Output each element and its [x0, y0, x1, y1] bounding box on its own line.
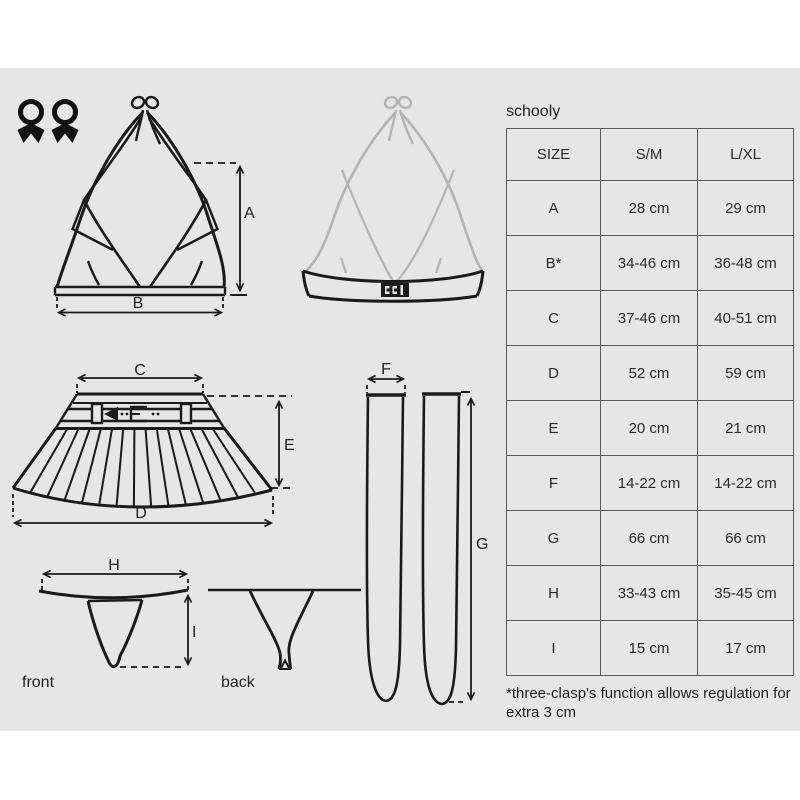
table-header-row	[507, 129, 794, 181]
table-footnote: *three-clasp's function allows regulation for extra 3 cm	[506, 685, 791, 722]
dimension-a-label: A	[244, 205, 255, 222]
bow-icon	[18, 102, 45, 144]
bra-front-diagram	[55, 95, 255, 313]
cell-lxl: 29 cm	[698, 181, 794, 236]
back-view-label: back	[221, 674, 255, 691]
cell-size: D	[507, 346, 601, 401]
stockings-diagram	[366, 361, 488, 704]
table-row	[507, 291, 794, 346]
panties-waistband	[39, 590, 188, 598]
pleats	[30, 429, 254, 506]
cell-lxl: 35-45 cm	[698, 566, 794, 621]
header-lxl: L/XL	[698, 129, 794, 181]
dimension-e-label: E	[284, 437, 295, 454]
cell-sm: 33-43 cm	[601, 566, 698, 621]
cell-lxl: 40-51 cm	[698, 291, 794, 346]
cell-lxl: 17 cm	[698, 621, 794, 676]
panties-band-edge	[88, 600, 142, 601]
bra-neckline	[84, 118, 141, 287]
cell-sm: 66 cm	[601, 511, 698, 566]
table-row	[507, 456, 794, 511]
cell-lxl: 14-22 cm	[698, 456, 794, 511]
cell-size: I	[507, 621, 601, 676]
cell-sm: 14-22 cm	[601, 456, 698, 511]
cell-size: F	[507, 456, 601, 511]
table-row	[507, 621, 794, 676]
cell-sm: 52 cm	[601, 346, 698, 401]
size-table	[506, 128, 794, 676]
table-row	[507, 181, 794, 236]
header-size: SIZE	[507, 129, 601, 181]
dimension-e	[207, 396, 292, 488]
cell-lxl: 36-48 cm	[698, 236, 794, 291]
cup-dart	[341, 258, 346, 273]
dimension-g	[449, 392, 471, 702]
cup-dart	[191, 261, 202, 285]
dimension-d-label: D	[135, 505, 147, 522]
table-row	[507, 566, 794, 621]
bra-back-outline	[400, 112, 483, 272]
cell-size: E	[507, 401, 601, 456]
header-sm: S/M	[601, 129, 698, 181]
dimension-i-label: I	[192, 624, 197, 641]
cup-dart	[88, 261, 99, 285]
product-name: schooly	[506, 103, 561, 120]
belt-loop	[92, 404, 102, 423]
cell-sm: 28 cm	[601, 181, 698, 236]
belt-loop	[181, 404, 191, 423]
skirt-diagram	[13, 362, 295, 523]
cell-lxl: 66 cm	[698, 511, 794, 566]
dimension-g-label: G	[476, 536, 489, 553]
cell-lxl: 21 cm	[698, 401, 794, 456]
bow-icons	[18, 102, 79, 144]
dimension-a	[194, 163, 247, 295]
stocking-outline	[367, 397, 403, 701]
dimension-h	[42, 574, 188, 590]
cell-lxl: 59 cm	[698, 346, 794, 401]
bra-back-diagram	[303, 95, 483, 301]
panties-back-diagram	[208, 590, 361, 691]
dimension-c	[77, 378, 203, 393]
dimension-c-label: C	[134, 362, 146, 379]
cell-size: G	[507, 511, 601, 566]
cup-dart	[436, 258, 441, 273]
cell-sm: 34-46 cm	[601, 236, 698, 291]
three-clasp-icon	[381, 283, 409, 297]
bra-back-seam	[397, 170, 454, 281]
cell-size: A	[507, 181, 601, 236]
table-row	[507, 511, 794, 566]
front-view-label: front	[22, 674, 55, 691]
cell-size: C	[507, 291, 601, 346]
bra-back-seam	[342, 170, 393, 281]
dimension-f-label: F	[381, 361, 391, 378]
table-row	[507, 346, 794, 401]
cell-size: B*	[507, 236, 601, 291]
bra-band	[55, 287, 225, 295]
cell-sm: 20 cm	[601, 401, 698, 456]
panties-front-diagram	[22, 557, 196, 691]
bow-icon	[52, 102, 79, 144]
panties-back-outline	[289, 591, 313, 669]
panties-outline	[88, 600, 142, 667]
table-row	[507, 401, 794, 456]
dimension-b-label: B	[132, 295, 144, 312]
cell-sm: 15 cm	[601, 621, 698, 676]
skirt-side	[56, 394, 224, 428]
dimension-f	[367, 379, 405, 393]
dimension-h-label: H	[108, 557, 120, 574]
table-row	[507, 236, 794, 291]
stocking-outline	[423, 396, 459, 704]
cell-sm: 37-46 cm	[601, 291, 698, 346]
panties-back-outline	[250, 591, 280, 669]
cell-size: H	[507, 566, 601, 621]
bra-neckline	[149, 118, 206, 287]
